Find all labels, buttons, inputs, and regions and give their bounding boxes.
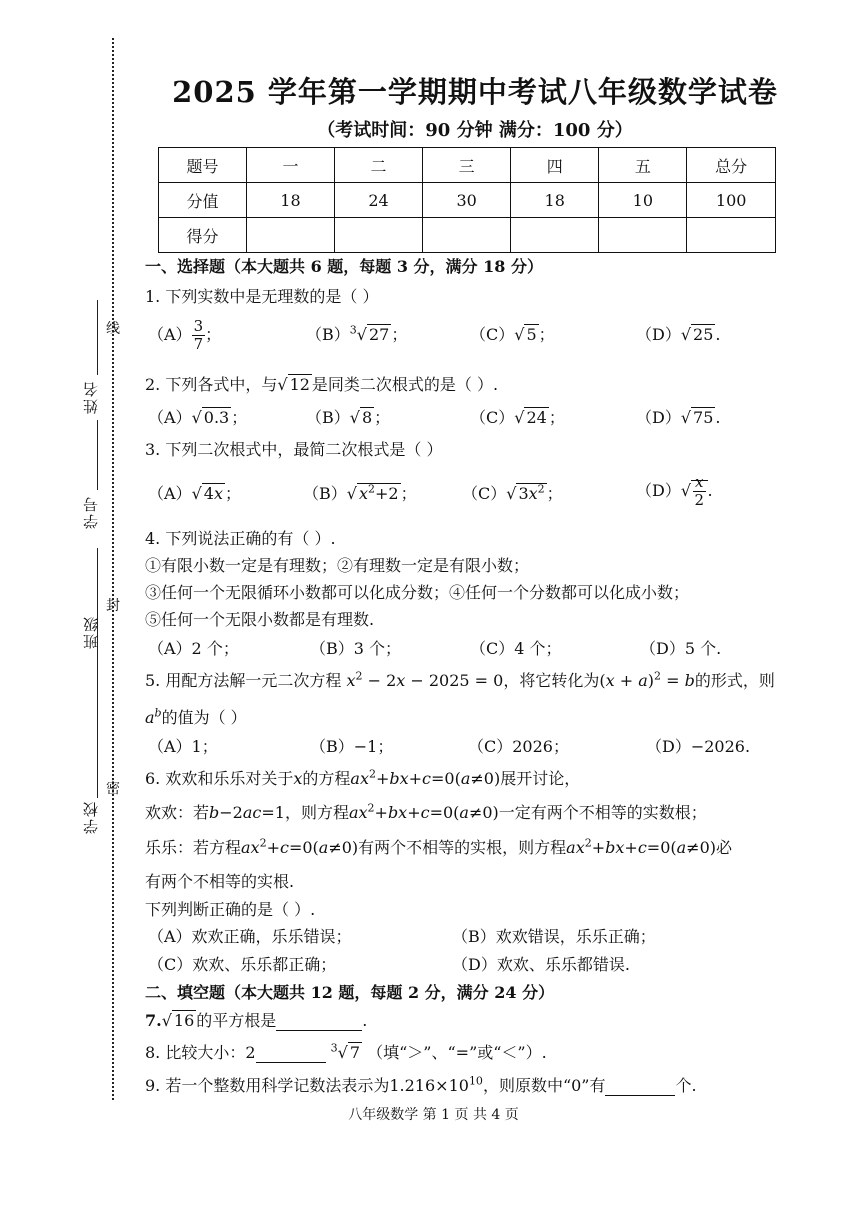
table-cell: 30 xyxy=(423,183,511,218)
page-title: 2025 学年第一学期期中考试八年级数学试卷 xyxy=(172,75,778,109)
fraction: $\frac{3}{7}$ xyxy=(193,317,204,353)
question-8: 8. 比较大小：2 $^3$√ 7 （填“＞”、“=”或“＜”）. xyxy=(145,1041,547,1062)
option-letter: （A） xyxy=(148,325,192,344)
option-letter: （C） xyxy=(470,325,515,344)
q6-option-a[interactable]: （A）欢欢正确，乐乐错误； xyxy=(148,927,352,946)
table-cell: 得分 xyxy=(159,218,247,253)
q5-text: 5. 用配方法解一元二次方程 xyxy=(145,671,342,690)
q6-line-3: 乐乐：若方程$ax^2+c=0(a\ne 0)$有两个不相等的实根，则方程$ax^2+bx+c=0(a\ne 0)$必 xyxy=(145,836,732,857)
q3-option-c[interactable]: （C）√ $3x^2$ ； xyxy=(462,482,563,503)
q2-text: 2. 下列各式中，与 xyxy=(145,375,278,394)
q9-text: ，则原数中“0”有 xyxy=(482,1076,606,1095)
option-letter: （C） xyxy=(462,484,507,503)
q6-text: ，则方程 xyxy=(284,803,349,822)
option-letter: （C） xyxy=(470,408,515,427)
q8-text: 8. 比较大小：2 xyxy=(145,1043,256,1062)
question-9: 9. 若一个整数用科学记数法表示为$1.216\times 10^{10}$，则原数中“0”有 个. xyxy=(145,1074,697,1095)
question-7: 7.√ 16 的平方根是 . xyxy=(145,1011,368,1030)
q5-text: ，将它转化为 xyxy=(503,671,600,690)
question-1-stem: 1. 下列实数中是无理数的是（ ） xyxy=(145,287,379,306)
section-heading-2: 二、填空题（本大题共 12 题，每题 2 分，满分 24 分） xyxy=(145,983,555,1002)
table-cell: 五 xyxy=(599,148,687,183)
name-blank xyxy=(97,300,98,375)
answer-blank[interactable] xyxy=(256,1046,326,1063)
table-cell: 分值 xyxy=(159,183,247,218)
q4-option-c[interactable]: （C）4 个； xyxy=(470,639,562,658)
q1-option-b[interactable]: $(B)^3√$ 27 ； xyxy=(306,323,408,344)
score-input-cell[interactable] xyxy=(246,218,334,253)
q5-option-c[interactable]: （C）2026； xyxy=(468,737,569,756)
q5-stem-line-2: $a^b$的值为（ ） xyxy=(145,706,247,727)
question-3-stem: 3. 下列二次根式中，最简二次根式是（ ） xyxy=(145,440,443,459)
table-row xyxy=(159,183,776,218)
q3-option-d[interactable]: （D）√ $\frac{x}{2}$ . xyxy=(636,473,713,509)
score-table xyxy=(158,147,776,253)
table-cell: 二 xyxy=(335,148,423,183)
q4-option-a[interactable]: （A）2 个； xyxy=(148,639,239,658)
student-id-blank xyxy=(97,420,98,490)
exam-info: （考试时间：90 分钟 满分：100 分） xyxy=(317,120,633,141)
q6-text: 必 xyxy=(715,838,732,857)
answer-blank[interactable] xyxy=(276,1014,362,1031)
q6-line-2: 欢欢：若b−2ac=1，则方程$ax^2+bx+c=0(a\ne 0)$一定有两个不相等的实数根； xyxy=(145,801,707,822)
q6-text: 欢欢：若 xyxy=(145,803,210,822)
table-cell: 18 xyxy=(511,183,599,218)
q6-text: 乐乐：若方程 xyxy=(145,838,242,857)
q1-option-a[interactable]: （A） $\frac{3}{7}$ ； xyxy=(148,317,222,353)
score-input-cell[interactable] xyxy=(423,218,511,253)
q6-text: 的方程 xyxy=(302,769,351,788)
section-heading-1: 一、选择题（本大题共 6 题，每题 3 分，满分 18 分） xyxy=(145,257,543,276)
score-input-cell[interactable] xyxy=(335,218,423,253)
q6-text: 6. 欢欢和乐乐对关于 xyxy=(145,769,294,788)
q6-text: 有两个不相等的实根，则方程 xyxy=(358,838,567,857)
q8-text: （填“＞”、“=”或“＜”）. xyxy=(367,1043,547,1062)
option-letter: （D） xyxy=(636,325,681,344)
name-label: 姓名 xyxy=(82,380,100,414)
answer-blank[interactable] xyxy=(605,1079,675,1096)
table-cell: 100 xyxy=(687,183,776,218)
q6-option-c[interactable]: （C）欢欢、乐乐都正确； xyxy=(148,955,337,974)
q9-text: 9. 若一个整数用科学记数法表示为 xyxy=(145,1076,390,1095)
q5-option-b[interactable]: （B）−1； xyxy=(310,737,394,756)
q2-option-b[interactable]: （B）√ 8 ； xyxy=(306,408,391,427)
table-cell: 三 xyxy=(423,148,511,183)
q2-option-a[interactable]: （A）√ 0.3 ； xyxy=(148,408,248,427)
q1-option-c[interactable]: （C）√ 5 ； xyxy=(470,325,555,344)
score-input-cell[interactable] xyxy=(511,218,599,253)
q7-number: 7. xyxy=(145,1011,162,1030)
option-letter: （D） xyxy=(636,481,681,500)
q4-option-b[interactable]: （B）3 个； xyxy=(310,639,402,658)
table-row xyxy=(159,148,776,183)
option-letter: （A） xyxy=(148,408,192,427)
school-blank xyxy=(97,548,98,798)
q2-option-d[interactable]: （D）√ 75 . xyxy=(636,408,721,427)
table-row xyxy=(159,218,776,253)
school-label: 学校 xyxy=(82,800,100,834)
table-cell: 18 xyxy=(246,183,334,218)
table-cell: 一 xyxy=(246,148,334,183)
q3-option-a[interactable]: （A）√ 4x ； xyxy=(148,484,241,503)
table-cell: 四 xyxy=(511,148,599,183)
table-cell: 24 xyxy=(335,183,423,218)
q7-text: 的平方根是 xyxy=(196,1011,277,1030)
q3-option-b[interactable]: （B）√ $x^2+2$ ； xyxy=(303,482,417,503)
question-5-stem: 5. 用配方法解一元二次方程 $x^2 - 2x - 2025 = 0$，将它转化为$(x + a)^2 = b$的形式，则 xyxy=(145,669,775,690)
q9-text: 个. xyxy=(675,1076,697,1095)
seal-feng: 封 xyxy=(106,598,120,614)
q4-statement-line: ⑤任何一个无限小数都是有理数. xyxy=(145,610,375,629)
seal-xian: 线 xyxy=(106,321,120,337)
question-4-stem: 4. 下列说法正确的有（ ）. xyxy=(145,529,336,548)
q4-statement-line: ③任何一个无限循环小数都可以化成分数；④任何一个分数都可以化成小数； xyxy=(145,583,690,602)
option-letter: （B） xyxy=(306,325,350,344)
option-letter: （A） xyxy=(148,484,192,503)
q6-option-d[interactable]: （D）欢欢、乐乐都错误. xyxy=(452,955,630,974)
binding-dotted-line xyxy=(112,38,114,1100)
score-input-cell[interactable] xyxy=(599,218,687,253)
q2-text: 是同类二次根式的是（ ）. xyxy=(311,375,499,394)
question-2-stem: 2. 下列各式中，与√ 12 是同类二次根式的是（ ）. xyxy=(145,375,499,394)
q6-option-b[interactable]: （B）欢欢错误，乐乐正确； xyxy=(452,927,656,946)
option-letter: （D） xyxy=(636,408,681,427)
table-cell: 10 xyxy=(599,183,687,218)
option-letter: （B） xyxy=(303,484,347,503)
page-footer: 八年级数学 第 1 页 共 4 页 xyxy=(348,1107,519,1123)
q1-option-d[interactable]: （D）√ 25 . xyxy=(636,325,721,344)
q6-text: 一定有两个不相等的实数根； xyxy=(498,803,707,822)
q5-option-d[interactable]: （D）−2026. xyxy=(646,737,751,756)
seal-mi: 密 xyxy=(106,781,120,797)
q5-text: 的形式，则 xyxy=(694,671,775,690)
question-6-stem: 6. 欢欢和乐乐对关于x的方程$ax^2+bx+c=0(a\ne 0)$展开讨论， xyxy=(145,767,581,788)
q5-option-a[interactable]: （A）1； xyxy=(148,737,218,756)
q6-line-4: 有两个不相等的实根. xyxy=(145,872,295,891)
option-letter: （B） xyxy=(306,408,350,427)
q6-line-5: 下列判断正确的是（ ）. xyxy=(145,900,316,919)
q6-text: 展开讨论， xyxy=(500,769,581,788)
q2-option-c[interactable]: （C）√ 24 ； xyxy=(470,408,565,427)
q4-option-d[interactable]: （D）5 个. xyxy=(640,639,722,658)
q5-text: 的值为（ ） xyxy=(161,708,247,727)
score-input-cell[interactable] xyxy=(687,218,776,253)
table-cell: 总分 xyxy=(687,148,776,183)
student-id-label: 学号 xyxy=(82,495,100,529)
q4-statement-line: ①有限小数一定是有理数；②有理数一定是有限小数； xyxy=(145,556,530,575)
class-label: 班级 xyxy=(82,615,100,649)
table-cell: 题号 xyxy=(159,148,247,183)
